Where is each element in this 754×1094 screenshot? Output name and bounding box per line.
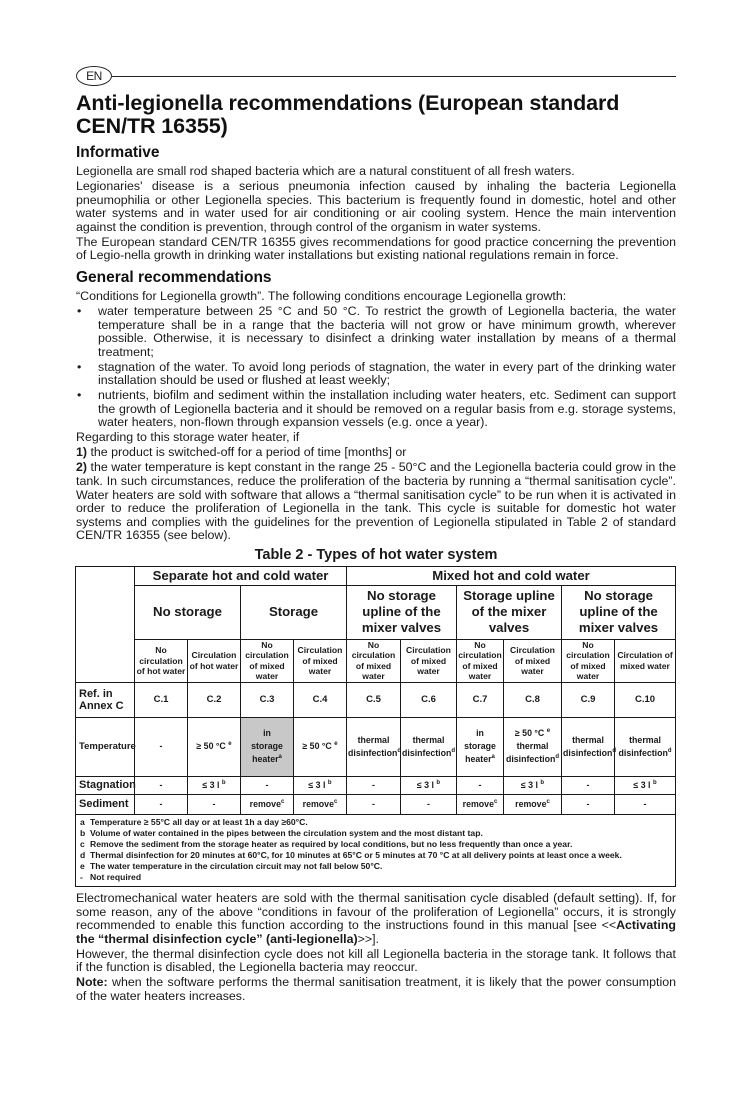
group-header: Mixed hot and cold water: [347, 566, 676, 585]
general-intro: “Conditions for Legionella growth”. The following conditions encourage Legionella growth:: [76, 288, 567, 303]
table-cell: ≥ 50 °C $^e$: [188, 717, 241, 776]
column-header: Circulation of mixed water: [504, 639, 562, 682]
list-item: [76, 389, 676, 430]
page-title: Anti-legionella recommendations (European standard CEN/TR 16355): [76, 91, 620, 138]
bullet-icon: •: [77, 303, 82, 318]
table-cell: ≤ 3 l $^b$: [294, 776, 347, 794]
list-item: [76, 305, 676, 359]
language-badge: EN: [76, 66, 112, 86]
table-cell: -: [615, 794, 676, 814]
subgroup-header: Storage: [241, 585, 347, 639]
table-cell: -: [135, 794, 188, 814]
table-cell: thermal disinfection$^d$: [562, 717, 615, 776]
table-cell: -: [401, 794, 457, 814]
group-header: Separate hot and cold water: [135, 566, 347, 585]
subgroup-header: No storage: [135, 585, 241, 639]
table-cell: C.6: [401, 682, 457, 717]
table-cell: -: [347, 794, 401, 814]
table-cell: C.2: [188, 682, 241, 717]
empty-corner-cell: [76, 566, 135, 682]
table-cell: -: [562, 776, 615, 794]
document-page: [76, 66, 676, 1005]
table-cell: ≤ 3 l $^b$: [188, 776, 241, 794]
table-cell: -: [457, 776, 504, 794]
disinfection-limit-paragraph: However, the thermal disinfection cycle does not kill all Legionella bacteria in the storage tank. It follows that if the function is disabled, the Legionella bacteria may reoccur.: [76, 946, 676, 975]
table-cell: remove$^c$: [241, 794, 294, 814]
row-label: Stagnation: [76, 776, 135, 794]
column-header: No circulation of mixed water: [347, 639, 401, 682]
table-cell: thermal disinfection$^d$: [615, 717, 676, 776]
condition-1: [76, 446, 676, 460]
table-cell: -: [135, 776, 188, 794]
column-header: No circulation of mixed water: [562, 639, 615, 682]
footnote: b Volume of water contained in the pipes between the circulation system and the most distant tap.: [80, 827, 483, 838]
table-cell: C.9: [562, 682, 615, 717]
table-row-ref: [76, 682, 676, 717]
row-label: Temperature: [76, 717, 135, 776]
column-header: No circulation of mixed water: [241, 639, 294, 682]
table-notes-row: [76, 814, 676, 886]
column-header: No circulation of hot water: [135, 639, 188, 682]
header-rule: [112, 76, 676, 77]
table-cell: -: [188, 794, 241, 814]
note-label: Note:: [76, 975, 108, 990]
table-cell: C.10: [615, 682, 676, 717]
table-cell: -: [347, 776, 401, 794]
table-cell: thermal disinfection$^d$: [347, 717, 401, 776]
table-cell: ≥ 50 °C $^e$ thermal disinfection$^d$: [504, 717, 562, 776]
table-cell: remove$^c$: [457, 794, 504, 814]
hot-water-systems-table: [75, 566, 676, 887]
list-item-text: stagnation of the water. To avoid long periods of stagnation, the water in every part of the drinking water installation should be used or flushed at least weekly;: [98, 359, 676, 388]
footnote: d Thermal disinfection for 20 minutes at 60°C, for 10 minutes at 65°C or 5 minutes at 70 °C at all delivery points at least once a week.: [80, 849, 622, 860]
table-title: Table 2 - Types of hot water system: [254, 546, 498, 563]
table-cell: C.4: [294, 682, 347, 717]
manual-section-reference: Activating the “thermal disinfection cycle” (anti-legionella): [76, 918, 676, 946]
condition-number: 1): [76, 445, 88, 460]
column-header: Circulation of hot water: [188, 639, 241, 682]
table-cell-highlighted: in storage heater$^a$: [241, 717, 294, 776]
table-cell: ≥ 50 °C $^e$: [294, 717, 347, 776]
informative-paragraph: Legionella are small rod shaped bacteria which are a natural constituent of all fresh waters.: [76, 164, 575, 178]
bullet-icon: •: [77, 388, 82, 403]
column-header: No circulation of mixed water: [458, 639, 502, 682]
table-cell: remove$^c$: [504, 794, 562, 814]
condition-text: the water temperature is kept constant in the range 25 - 50°C and the Legionella bacteria could grow in the tank. In such circumstances, reduce the proliferation of the bacteria by running a “thermal sanitisation cycle”. Water heaters are sold with software that allows a “thermal sanitisation cycle” to be run when it is activated in order to reduce the proliferation of Legionella in the tank. This cycle is suitable for domestic hot water systems and complies with the guidelines for the prevention of Legionella stipulated in Table 2 of standard CEN/TR 16355 (see below).: [76, 460, 676, 543]
table-cell: ≤ 3 l $^b$: [401, 776, 457, 794]
informative-section: [76, 144, 676, 263]
table-row-sediment: [76, 794, 676, 814]
column-header: Circulation of mixed water: [401, 639, 457, 682]
table-cell: -: [562, 794, 615, 814]
table-cell: C.7: [457, 682, 504, 717]
informative-heading: Informative: [76, 144, 160, 161]
note-paragraph: Note: when the software performs the thermal sanitisation treatment, it is likely that the power consumption of the water heaters increases.: [76, 975, 676, 1003]
list-item-text: water temperature between 25 °C and 50 °C. To restrict the growth of Legionella bacteria, the water temperature shall be in a range that the bacteria will not grow or have minimum growth, wherever possible. Otherwise, it is necessary to disinfect a drinking water installation by means of a thermal treatment;: [98, 303, 676, 359]
row-label: Sediment: [76, 794, 135, 814]
footnote: e The water temperature in the circulation circuit may not fall below 50°C.: [80, 860, 383, 871]
column-header: Circulation of mixed water: [615, 639, 676, 682]
table-cell: in storage heater$^a$: [457, 717, 504, 776]
footnote: c Remove the sediment from the storage heater as required by local conditions, but no less frequently than once a year.: [80, 838, 573, 849]
table-cell: -: [135, 717, 188, 776]
table-header-row: [76, 566, 676, 585]
subgroup-header: No storage upline of the mixer valves: [562, 585, 676, 639]
table-cell: C.3: [241, 682, 294, 717]
table-cell: remove$^c$: [294, 794, 347, 814]
row-label: Ref. in Annex C: [76, 682, 135, 717]
informative-paragraph: Legionaries' disease is a serious pneumonia infection caused by inhaling the bacteria Legionella pneumophilia or other Legionella species. This bacterium is frequently found in domestic, hotel and other water systems and in water used for air conditioning or air cooling system. Hence the main intervention against the condition is prevention, through control of the organism in water systems.: [76, 178, 676, 234]
table-cell: ≤ 3 l $^b$: [615, 776, 676, 794]
subgroup-header: Storage upline of the mixer valves: [457, 585, 562, 639]
bullet-icon: •: [77, 359, 82, 374]
general-heading: General recommendations: [76, 268, 272, 286]
table-cell: ≤ 3 l $^b$: [504, 776, 562, 794]
condition-text: the product is switched-off for a period of time [months] or: [87, 445, 407, 460]
table-cell: -: [241, 776, 294, 794]
table-column-header-row: [76, 639, 676, 682]
footnote: a Temperature ≥ 55°C all day or at least 1h a day ≥60°C.: [80, 816, 308, 827]
general-recommendations-section: [76, 269, 676, 543]
table-subheader-row: [76, 585, 676, 639]
table-cell: C.1: [135, 682, 188, 717]
column-header: Circulation of mixed water: [294, 639, 347, 682]
closing-section: [76, 892, 676, 1004]
condition-2: [76, 461, 676, 543]
table-cell: thermal disinfection$^d$: [401, 717, 457, 776]
table-cell: C.8: [504, 682, 562, 717]
regarding-text: Regarding to this storage water heater, if: [76, 430, 300, 445]
condition-number: 2): [76, 460, 88, 475]
subgroup-header: No storage upline of the mixer valves: [347, 585, 457, 639]
table-footnotes: [76, 814, 676, 886]
list-item-text: nutrients, biofilm and sediment within the installation including water heaters, etc. Sediment can support the growth of Legionella bacteria and it should be removed on a regular basis from e.g. storage systems, water heaters, non-flown through expansion vessels (e.g. once a year).: [98, 388, 676, 430]
list-item: [76, 361, 676, 388]
table-row-stagnation: [76, 776, 676, 794]
table-cell: C.5: [347, 682, 401, 717]
footnote: - Not required: [80, 871, 142, 882]
table-row-temperature: [76, 717, 676, 776]
informative-paragraph: The European standard CEN/TR 16355 gives recommendations for good practice concerning the prevention of Legio-nella growth in drinking water installations but existing national regulations remain in force.: [76, 234, 676, 263]
conditions-list: [76, 305, 676, 430]
default-setting-paragraph: Electromechanical water heaters are sold with the thermal sanitisation cycle disabled (default setting). If, for some reason, any of the above “conditions in favour of the proliferation of Legionella” occurs, it is strongly recommended to enable this function according to the instructions found in this manual [see <<Activating the “thermal disinfection cycle” (anti-legionella)>>].: [76, 890, 676, 946]
language-header: [76, 66, 676, 86]
